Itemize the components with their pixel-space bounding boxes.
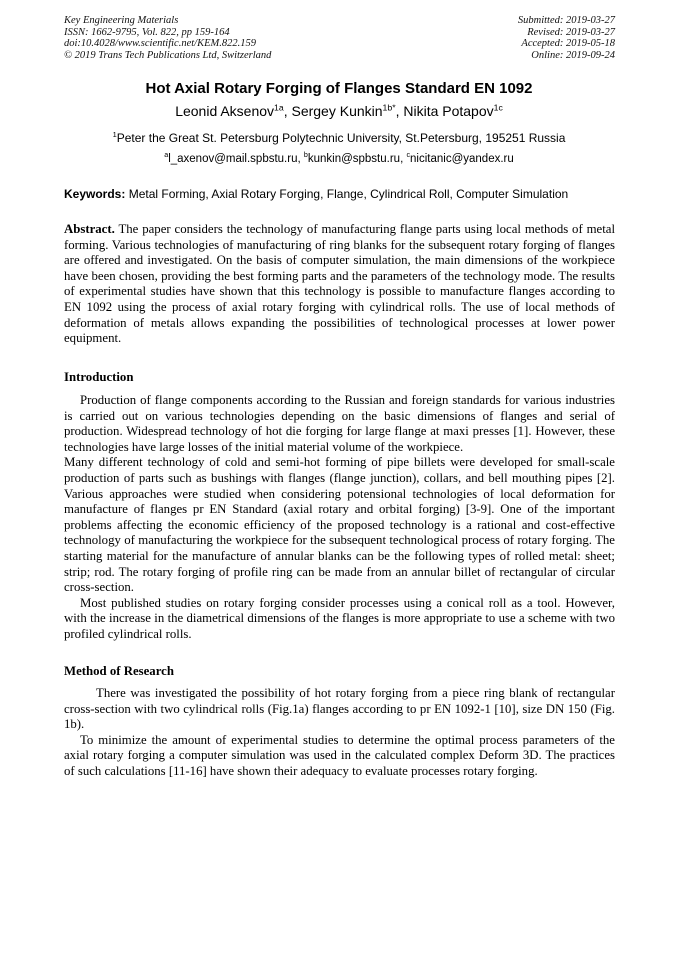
email-link[interactable]: kunkin@spbstu.ru [307,153,401,165]
date-revised: Revised: 2019-03-27 [527,26,615,38]
email-list: $^a$l_axenov@mail.spbstu.ru, $^b$kunkin@spbstu.ru, $^c$nicitanic@yandex.ru [164,151,514,165]
keywords [64,187,615,201]
author-name: Nikita Potapov [403,103,494,119]
abstract-label: Abstract. [64,222,115,236]
keywords-text: Metal Forming, Axial Rotary Forging, Flange, Cylindrical Roll, Computer Simulation [128,187,569,201]
affiliation-mark: 1 [112,130,117,139]
affiliation-text: Peter the Great St. Petersburg Polytechnic University, St.Petersburg, 195251 Russia [116,131,566,145]
submission-dates [518,15,615,61]
author-affil-mark: 1b* [382,102,396,113]
abstract-text: The paper considers the technology of manufacturing flange parts using local methods of metal forming. Various technologies of manufacturing of ring blanks for the subsequent rotary forging of flanges are offered and investigated. On the basis of computer simulation, the main dimensions of the workpiece have been chosen, providing the best forming parts and the parameters of the technology mode. The results of experimental studies have shown that this technology is possible to manufacture flanges according to EN 1092 using the process of axial rotary forging with cylindrical rolls. The use of local methods of deformation of metals allows expanding the possibilities of technological processes at lower power equipment. [64,222,616,346]
journal-name: Key Engineering Materials [64,15,179,26]
introduction-body [64,393,615,643]
author-name: Sergey Kunkin [291,103,383,119]
date-submitted: Submitted: 2019-03-27 [517,15,615,26]
email-mark: c [406,151,411,160]
paragraph: Most published studies on rotary forging consider processes using a conical roll as a tool. However, with the increase in the diametrical dimensions of the flanges is more appropriate to use a scheme with two profiled cylindrical rolls. [64,595,615,641]
section-heading-introduction: Introduction [64,370,134,384]
paragraph: To minimize the amount of experimental studies to determine the optimal process parameters of the axial rotary forging a computer simulation was used in the calculated complex Deform 3D. The practices of such calculations [11-16] have shown their adequacy to evaluate processes rotary forging. [64,732,615,778]
date-online: Online: 2019-09-24 [531,49,615,61]
email-mark: b [303,151,308,160]
section-heading-method: Method of Research [64,664,174,678]
author-affil-mark: 1c [493,102,503,113]
email-link[interactable]: l_axenov@mail.spbstu.ru [168,153,298,165]
author-name: Leonid Aksenov [175,103,275,119]
keywords-label: Keywords: [64,187,126,201]
journal-issn: ISSN: 1662-9795, Vol. 822, pp 159-164 [64,26,230,38]
email-link[interactable]: nicitanic@yandex.ru [410,153,514,165]
affiliation [0,131,678,145]
author-list: Leonid Aksenov$^{1a}$, Sergey Kunkin$^{1b*}$, Nikita Potapov$^{1c}$ [175,102,503,119]
paragraph: There was investigated the possibility of hot rotary forging from a piece ring blank of rectangular cross-section with two cylindrical rolls (Fig.1a) flanges according to pr EN 1092-1 [10], size DN 150 (Fig. 1b). [64,686,615,732]
journal-doi: doi:10.4028/www.scientific.net/KEM.822.159 [64,38,256,50]
date-accepted: Accepted: 2019-05-18 [521,38,615,50]
journal-info [64,15,271,61]
author-affil-mark: 1a [274,102,284,113]
email-mark: a [164,151,169,160]
paper-title: Hot Axial Rotary Forging of Flanges Standard EN 1092 [145,80,533,97]
journal-copyright: © 2019 Trans Tech Publications Ltd, Switzerland [64,49,272,61]
paragraph: Many different technology of cold and semi-hot forming of pipe billets were developed for small-scale production of parts such as bushings with flanges (flange junction), collars, and bell mouthing pipes [2]. Various approaches were studied when considering potensional technologies of local deformation for manufacture of flanges pr EN Standard (axial rotary and orbital forging) [3-9]. One of the important problems affecting the economic efficiency of the proposed technology is a rational and cost-effective technology of manufacturing the workpiece for the subsequent technological process of rotary forging. The starting material for the manufacture of annular blanks can be the following types of rolled metal: sheet; strip; rod. The rotary forging of profile ring can be made from an annular billet of rectangular of circular cross-section. [64,455,615,595]
paragraph: Production of flange components according to the Russian and foreign standards for various industries is carried out on various technologies depending on the basic dimensions of flanges and serial of production. Widespread technology of hot die forging for large flange at maxi presses [1]. However, these technologies have large losses of the initial material volume of the workpiece. [64,393,615,454]
abstract [64,222,615,347]
method-body [64,686,615,780]
